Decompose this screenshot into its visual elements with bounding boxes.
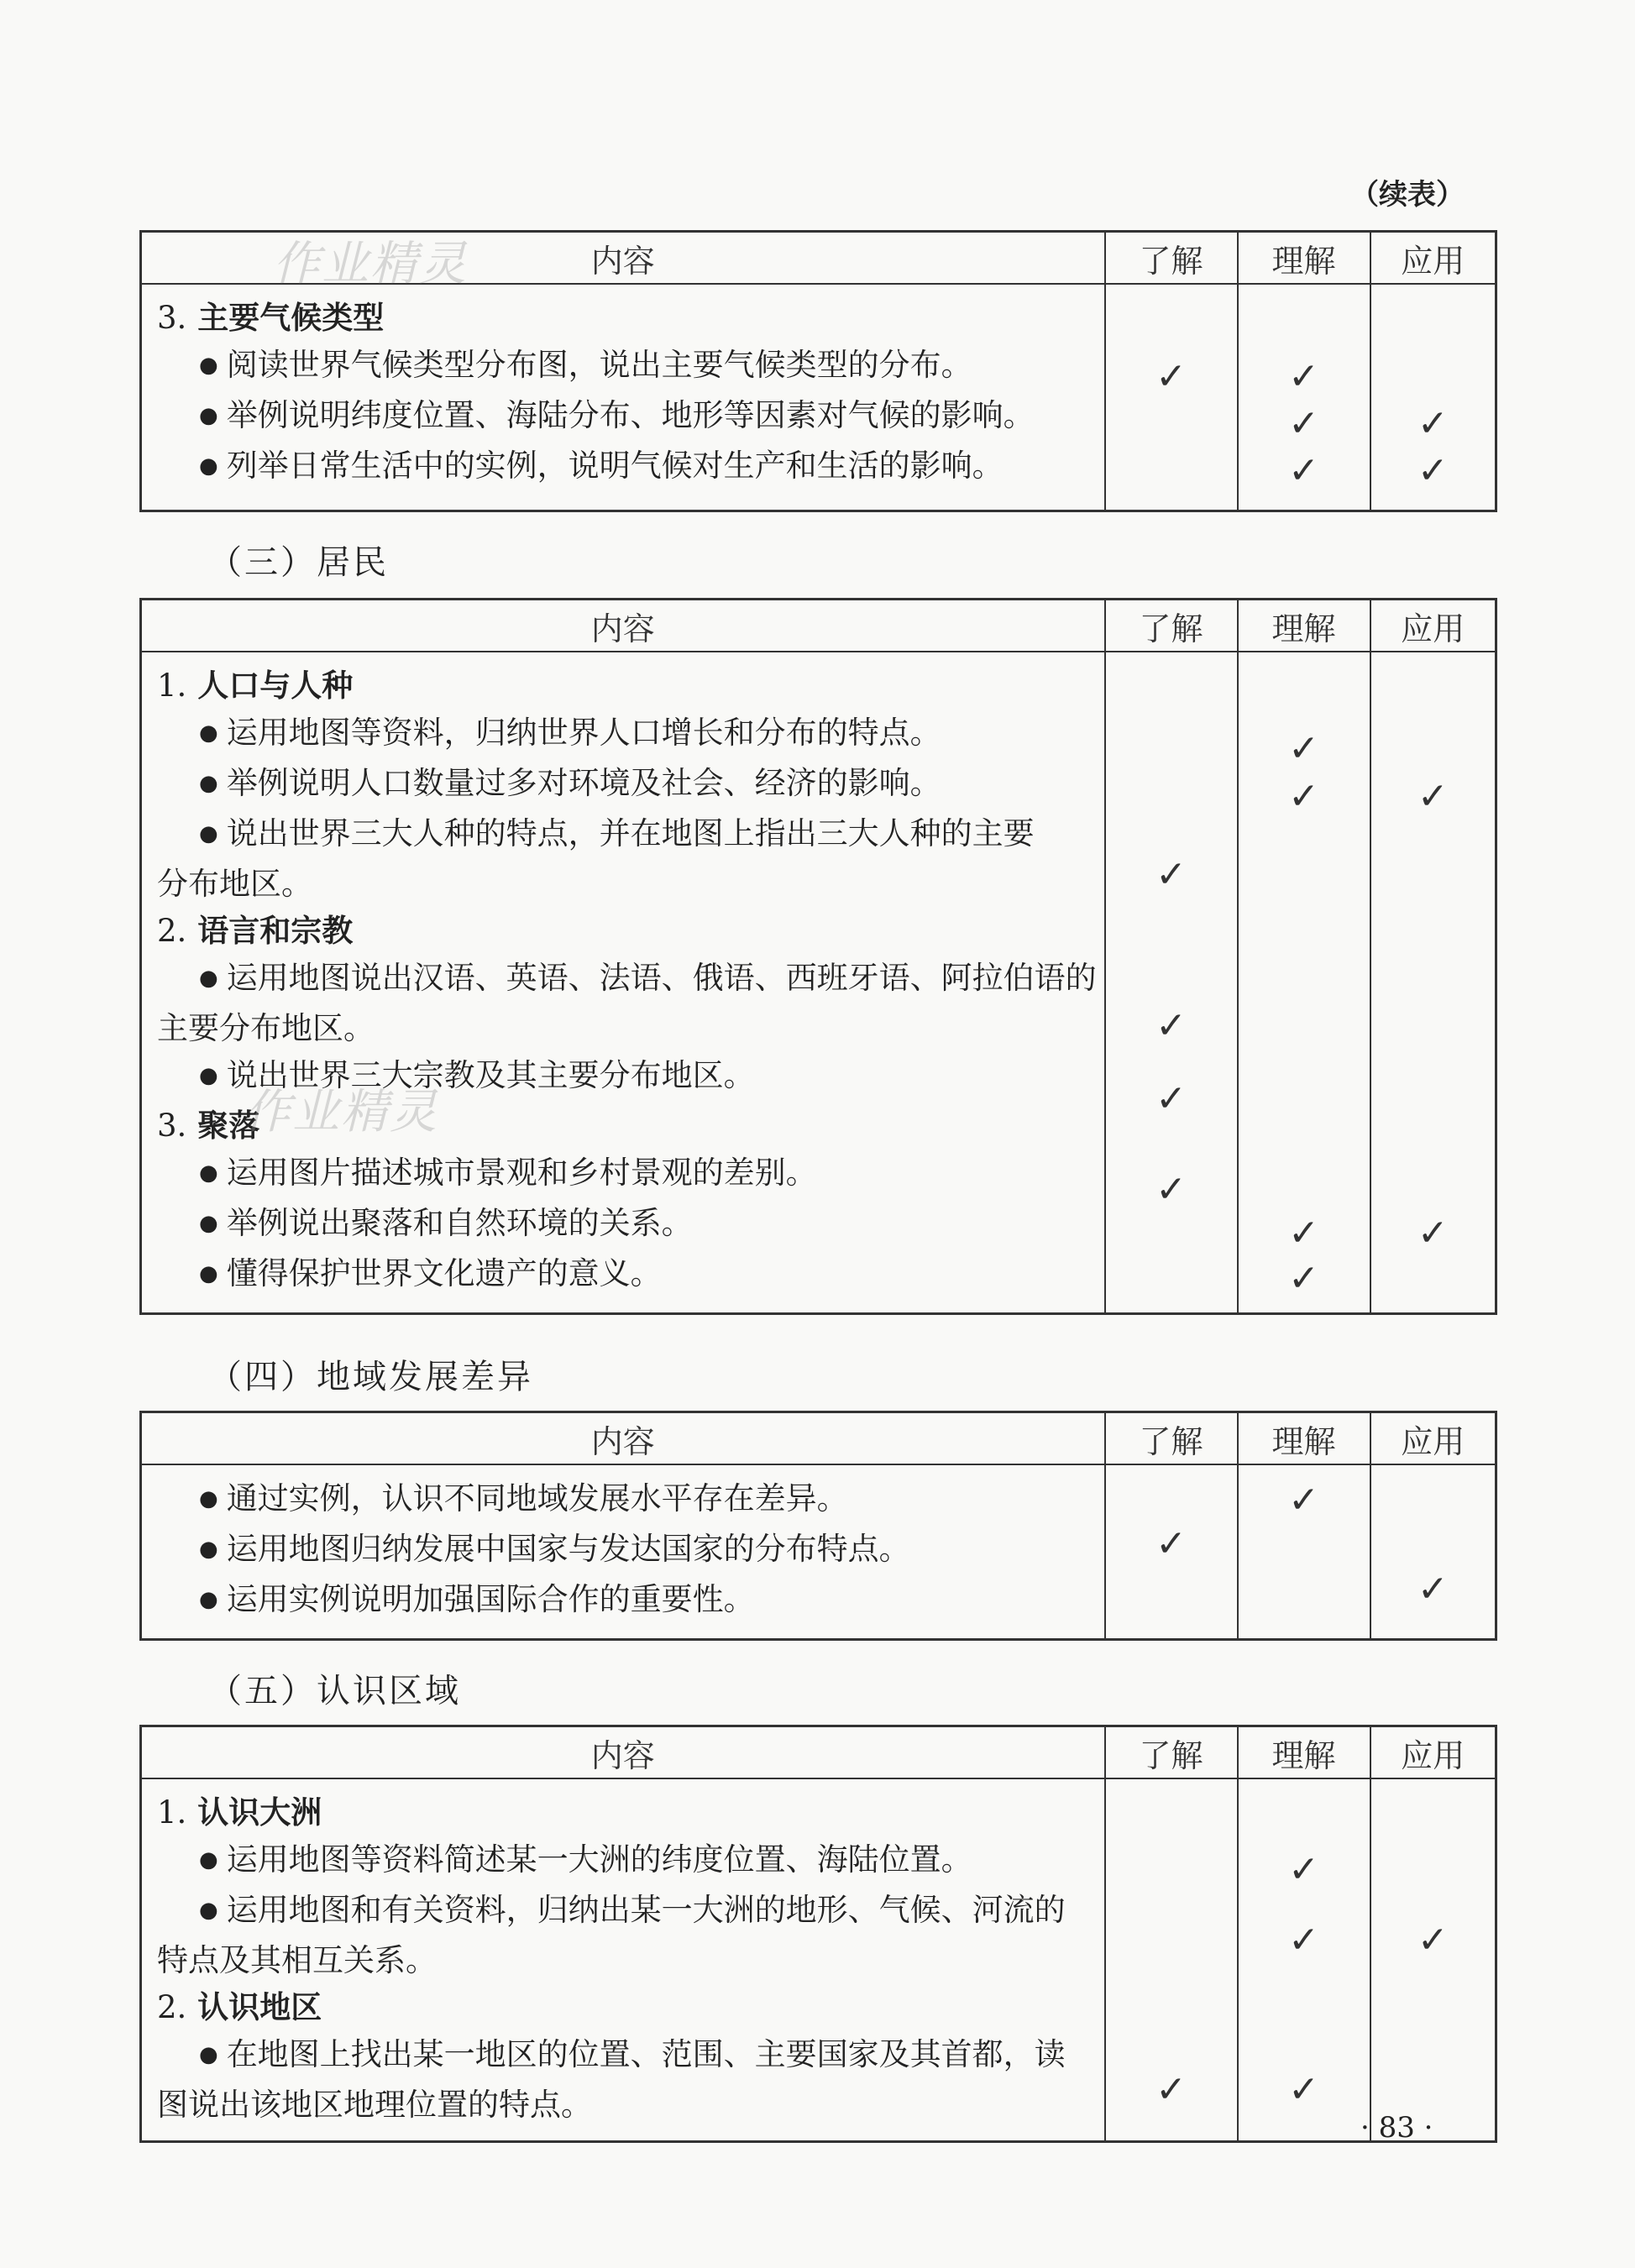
list-item-continuation: 分布地区。: [157, 866, 312, 902]
bullet-icon: ●: [199, 1261, 218, 1286]
header-know: 了解: [1105, 1412, 1238, 1465]
bullet-icon: ●: [199, 403, 218, 428]
check-icon: ✓: [1156, 1077, 1187, 1120]
bullet-icon: ●: [199, 1898, 218, 1923]
watermark: 作业精灵: [244, 1085, 438, 1139]
check-icon: ✓: [1288, 1257, 1319, 1300]
check-icon: ✓: [1288, 775, 1319, 818]
list-item-continuation: 图说出该地区地理位置的特点。: [157, 2087, 592, 2123]
list-item: ● 举例说明纬度位置、海陆分布、地形等因素对气候的影响。: [199, 397, 1035, 433]
bullet-icon: ●: [199, 821, 218, 846]
table-residents: [139, 598, 1497, 1315]
bullet-icon: ●: [199, 1063, 218, 1088]
list-item: ● 说出世界三大人种的特点，并在地图上指出三大人种的主要: [199, 815, 1035, 851]
section-title-regions: （五）认识区域: [208, 1672, 461, 1710]
check-icon: ✓: [1288, 355, 1319, 398]
check-icon: ✓: [1288, 1479, 1319, 1522]
check-icon: ✓: [1417, 402, 1449, 445]
header-know: 了解: [1105, 600, 1238, 652]
list-item: ● 在地图上找出某一地区的位置、范围、主要国家及其首都，读: [199, 2036, 1066, 2072]
list-item-continuation: 特点及其相互关系。: [157, 1942, 437, 1978]
topic-heading: 1. 认识大洲: [157, 1794, 322, 1831]
check-icon: ✓: [1288, 1212, 1319, 1254]
header-apply: 应用: [1370, 232, 1496, 285]
bullet-icon: ●: [199, 1537, 218, 1562]
header-content: 内容: [141, 232, 1105, 285]
table-regions: [139, 1725, 1497, 2143]
check-icon: ✓: [1288, 2068, 1319, 2111]
check-icon: ✓: [1417, 449, 1449, 492]
bullet-icon: ●: [199, 1587, 218, 1612]
check-icon: ✓: [1156, 1522, 1187, 1565]
header-understand: 理解: [1238, 232, 1370, 285]
check-icon: ✓: [1156, 2068, 1187, 2111]
topic-heading: 3. 聚落: [157, 1108, 260, 1144]
list-item: ● 运用图片描述城市景观和乡村景观的差别。: [199, 1155, 817, 1191]
topic-heading: 2. 语言和宗教: [157, 913, 354, 949]
header-content: 内容: [141, 600, 1105, 652]
list-item: ● 运用地图等资料，归纳世界人口增长和分布的特点。: [199, 715, 941, 751]
header-know: 了解: [1105, 232, 1238, 285]
check-icon: ✓: [1417, 775, 1449, 818]
continued-label: （续表）: [1350, 178, 1465, 212]
bullet-icon: ●: [199, 2042, 218, 2067]
topic-heading: 2. 认识地区: [157, 1989, 322, 2025]
page-number: · 83 ·: [1360, 2111, 1433, 2145]
list-item: ● 通过实例，认识不同地域发展水平存在差异。: [199, 1480, 848, 1516]
check-icon: ✓: [1417, 1568, 1449, 1611]
bullet-icon: ●: [199, 720, 218, 746]
list-item: ● 运用地图等资料简述某一大洲的纬度位置、海陆位置。: [199, 1841, 972, 1878]
header-apply: 应用: [1370, 600, 1496, 652]
header-content: 内容: [141, 1726, 1105, 1779]
list-item: ● 阅读世界气候类型分布图，说出主要气候类型的分布。: [199, 347, 972, 383]
header-apply: 应用: [1370, 1412, 1496, 1465]
check-icon: ✓: [1417, 1919, 1449, 1962]
check-icon: ✓: [1288, 1919, 1319, 1962]
check-icon: ✓: [1156, 853, 1187, 896]
bullet-icon: ●: [199, 453, 218, 479]
watermark: 作业精灵: [273, 237, 468, 291]
table-development: [139, 1411, 1497, 1641]
bullet-icon: ●: [199, 1211, 218, 1236]
header-understand: 理解: [1238, 1726, 1370, 1779]
bullet-icon: ●: [199, 1486, 218, 1511]
check-icon: ✓: [1288, 1848, 1319, 1891]
check-icon: ✓: [1156, 1004, 1187, 1047]
check-icon: ✓: [1288, 727, 1319, 770]
list-item: ● 懂得保护世界文化遗产的意义。: [199, 1255, 662, 1291]
list-item: ● 运用地图说出汉语、英语、法语、俄语、西班牙语、阿拉伯语的: [199, 960, 1097, 996]
list-item: ● 举例说出聚落和自然环境的关系。: [199, 1205, 693, 1241]
check-icon: ✓: [1288, 402, 1319, 445]
header-apply: 应用: [1370, 1726, 1496, 1779]
topic-heading: 1. 人口与人种: [157, 668, 354, 704]
section-title-development: （四）地域发展差异: [208, 1358, 533, 1396]
check-icon: ✓: [1417, 1212, 1449, 1254]
list-item-continuation: 主要分布地区。: [157, 1010, 375, 1046]
list-item: ● 运用地图和有关资料，归纳出某一大洲的地形、气候、河流的: [199, 1892, 1066, 1928]
check-icon: ✓: [1156, 1168, 1187, 1211]
list-item: ● 说出世界三大宗教及其主要分布地区。: [199, 1057, 755, 1093]
topic-heading: 3. 主要气候类型: [157, 300, 385, 336]
bullet-icon: ●: [199, 1847, 218, 1873]
bullet-icon: ●: [199, 771, 218, 796]
list-item: ● 举例说明人口数量过多对环境及社会、经济的影响。: [199, 765, 941, 801]
list-item: ● 运用地图归纳发展中国家与发达国家的分布特点。: [199, 1531, 910, 1567]
header-understand: 理解: [1238, 600, 1370, 652]
header-understand: 理解: [1238, 1412, 1370, 1465]
list-item: ● 列举日常生活中的实例，说明气候对生产和生活的影响。: [199, 448, 1004, 484]
check-icon: ✓: [1288, 449, 1319, 492]
header-content: 内容: [141, 1412, 1105, 1465]
section-title-residents: （三）居民: [208, 543, 389, 582]
bullet-icon: ●: [199, 353, 218, 378]
check-icon: ✓: [1156, 355, 1187, 398]
bullet-icon: ●: [199, 1160, 218, 1186]
bullet-icon: ●: [199, 966, 218, 991]
header-know: 了解: [1105, 1726, 1238, 1779]
list-item: ● 运用实例说明加强国际合作的重要性。: [199, 1581, 755, 1617]
